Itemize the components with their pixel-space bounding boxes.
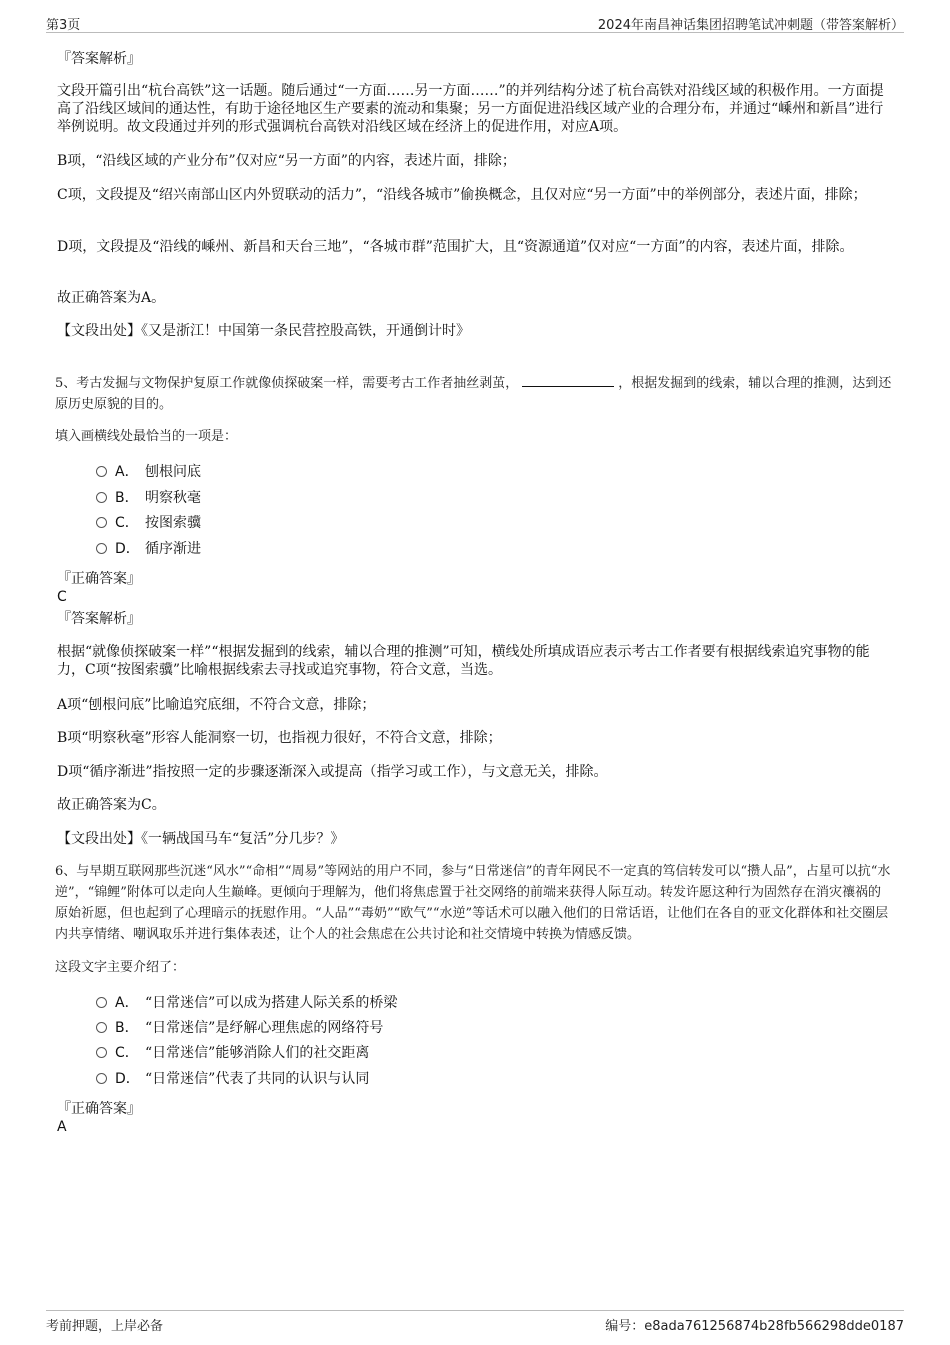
q4-analysis-paragraph: 文段开篇引出“杭台高铁”这一话题。随后通过“一方面……另一方面……”的并列结构分述了杭台高铁对沿线区域的积极作用。一方面提高了沿线区域间的通达性，有助于途径地区生产要素的流动和集聚；另一方面促进沿线区域产业的合理分布，并通过“嵊州和新昌”进行举例说明。故文段通过并列的形式强调杭台高铁对沿线区域在经济上的促进作用，对应A项。 [57,83,884,135]
fill-blank-line [522,374,614,387]
q4-analysis-option-d: D项，文段提及“沿线的嵊州、新昌和天台三地”，“各城市群”范围扩大，且“资源通道”仅对应“一方面”的内容，表述片面，排除。 [57,239,854,255]
document-code: 编号：e8ada761256874b28fb566298dde0187 [605,1319,904,1334]
q5-stem-part1: 5、考古发掘与文物保护复原工作就像侦探破案一样，需要考古工作者抽丝剥茧， [55,376,519,391]
q5-conclusion: 故正确答案为C。 [57,797,166,813]
q4-source: 【文段出处】《又是浙江！中国第一条民营控股高铁，开通倒计时》 [57,323,470,339]
q6-correct-label: 『正确答案』 [57,1101,141,1117]
footer-slogan: 考前押题，上岸必备 [46,1319,164,1334]
q6-option-b[interactable]: B． “日常迷信”是纾解心理焦虑的网络符号 [96,1018,383,1038]
q6-option-c[interactable]: C． “日常迷信”能够消除人们的社交距离 [96,1043,369,1063]
q6-correct-answer: A [57,1119,67,1135]
q5-analysis-label: 『答案解析』 [57,611,141,627]
q5-analysis-option-a: A项“刨根问底”比喻追究底细，不符合文意，排除； [57,697,376,713]
q5-option-d[interactable]: D． 循序渐进 [96,539,201,559]
page-number: 第3页 [46,18,81,33]
page-header [46,12,904,33]
q5-source: 【文段出处】《一辆战国马车“复活”分几步？》 [57,831,345,847]
q5-option-c[interactable]: C． 按图索骥 [96,513,201,533]
radio-button-icon[interactable] [96,492,107,503]
q6-prompt: 这段文字主要介绍了： [55,960,186,975]
q6-option-d[interactable]: D． “日常迷信”代表了共同的认识与认同 [96,1069,369,1089]
q4-analysis-label: 『答案解析』 [57,51,141,67]
q5-stem [55,373,893,415]
radio-button-icon[interactable] [96,543,107,554]
q6-stem: 6、与早期互联网那些沉迷“风水”“命相”“周易”等网站的用户不同，参与“日常迷信”的青年网民不一定真的笃信转发可以“攒人品”，占星可以抗“水逆”，“锦鲤”附体可以走向人生巅峰。更倾向于理解为，他们将焦虑置于社交网络的前端来获得人际互动。转发许愿这种行为固然存在消灾禳祸的原始祈愿，但也起到了心理暗示的抚慰作用。“人品”“毒奶”“欧气”“水逆”等话术可以融入他们的日常话语，让他们在各自的亚文化群体和社交圈层内共享情绪、嘲讽取乐并进行集体表述，让个人的社会焦虑在公共讨论和社交情境中转换为情感反馈。 [55,864,891,942]
q5-prompt: 填入画横线处最恰当的一项是： [55,429,238,444]
radio-button-icon[interactable] [96,997,107,1008]
document-title: 2024年南昌神话集团招聘笔试冲刺题（带答案解析） [597,18,904,33]
radio-button-icon[interactable] [96,1047,107,1058]
q5-option-a[interactable]: A． 刨根问底 [96,462,201,482]
q4-conclusion: 故正确答案为A。 [57,290,166,306]
radio-button-icon[interactable] [96,1073,107,1084]
q5-analysis-option-d: D项“循序渐进”指按照一定的步骤逐渐深入或提高（指学习或工作），与文意无关，排除。 [57,764,608,780]
q5-stem-part2: ，根据发掘到的线索，辅以合理的推测，达到还原历史原貌的目的。 [55,376,892,412]
q5-correct-label: 『正确答案』 [57,571,141,587]
q5-analysis-option-b: B项“明察秋毫”形容人能洞察一切，也指视力很好，不符合文意，排除； [57,730,502,746]
radio-button-icon[interactable] [96,466,107,477]
q5-correct-answer: C [57,589,67,605]
q6-option-a[interactable]: A． “日常迷信”可以成为搭建人际关系的桥梁 [96,993,397,1013]
q4-analysis-option-b: B项，“沿线区域的产业分布”仅对应“另一方面”的内容，表述片面，排除； [57,153,516,169]
q5-analysis-paragraph: 根据“就像侦探破案一样”“根据发掘到的线索，辅以合理的推测”可知，横线处所填成语应表示考古工作者要有根据线索追究事物的能力，C项“按图索骥”比喻根据线索去寻找或追究事物，符合文意，当选。 [57,644,870,678]
radio-button-icon[interactable] [96,1022,107,1033]
q5-option-b[interactable]: B． 明察秋毫 [96,488,201,508]
page-footer [46,1310,904,1334]
radio-button-icon[interactable] [96,517,107,528]
q4-analysis-option-c: C项，文段提及“绍兴南部山区内外贸联动的活力”，“沿线各城市”偷换概念，且仅对应“另一方面”中的举例部分，表述片面，排除； [57,187,867,203]
